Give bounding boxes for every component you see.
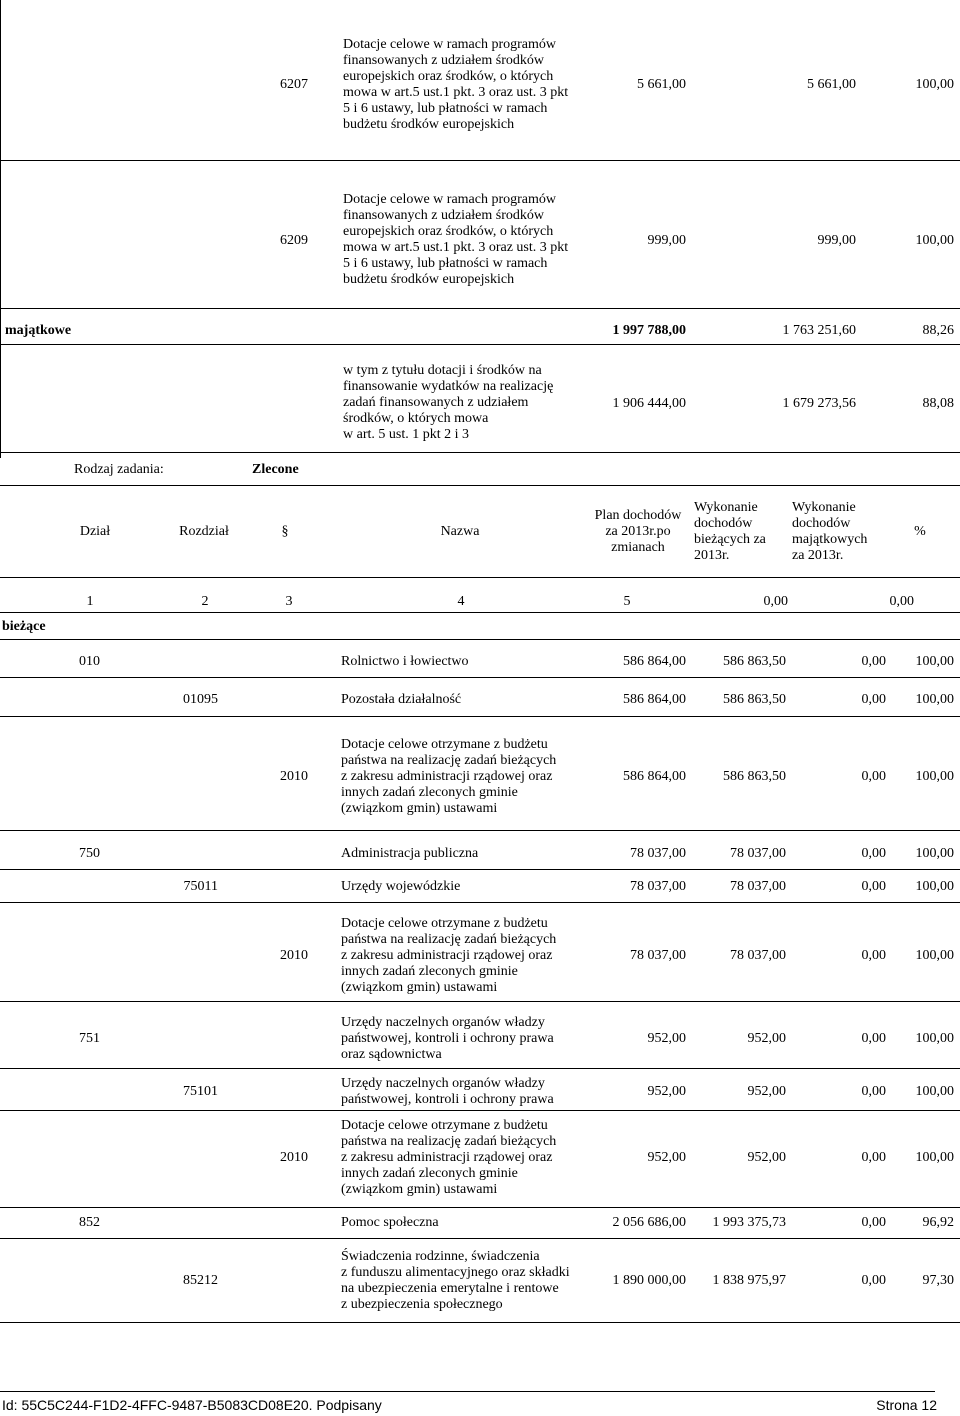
- cur-value: 1 993 375,73: [712, 1215, 786, 1230]
- row-name: Urzędy wojewódzkie: [341, 879, 461, 894]
- dzial-code: 751: [79, 1031, 100, 1046]
- rozdzial-code: 01095: [183, 692, 218, 707]
- plan-value: 78 037,00: [630, 846, 686, 861]
- cur-value: 78 037,00: [730, 846, 786, 861]
- plan-value: 1 997 788,00: [612, 323, 686, 338]
- paragraf-code: 2010: [280, 1150, 308, 1165]
- plan-value: 78 037,00: [630, 879, 686, 894]
- pct-value: 96,92: [922, 1215, 954, 1230]
- cur-value: 586 863,50: [723, 692, 786, 707]
- cap-value: 0,00: [861, 1215, 886, 1230]
- rozdzial-code: 85212: [183, 1273, 218, 1288]
- plan-value: 5 661,00: [637, 77, 686, 92]
- cap-value: 0,00: [861, 692, 886, 707]
- row-name: Dotacje celowe otrzymane z budżetu państwa na realizację zadań bieżących z zakresu administracji rządowej oraz innych zadań zleconych gminie (związkom gmin) ustawami: [341, 737, 557, 816]
- pct-value: 100,00: [915, 1084, 954, 1099]
- row-divider: [0, 1322, 960, 1323]
- header-percent: %: [914, 524, 926, 539]
- row-name: Dotacje celowe otrzymane z budżetu państwa na realizację zadań bieżących z zakresu administracji rządowej oraz innych zadań zleconych gminie (związkom gmin) ustawami: [341, 1118, 557, 1197]
- row-divider: [0, 344, 960, 345]
- exec-value: 1 763 251,60: [782, 323, 856, 338]
- cur-value: 952,00: [747, 1031, 786, 1046]
- cur-value: 78 037,00: [730, 948, 786, 963]
- header-exec-capital: Wykonanie dochodów majątkowych za 2013r.: [792, 500, 868, 563]
- row-divider: [0, 677, 960, 678]
- pct-value: 100,00: [915, 769, 954, 784]
- cur-value: 586 863,50: [723, 769, 786, 784]
- row-name: Świadczenia rodzinne, świadczenia z funduszu alimentacyjnego oraz składki na ubezpieczenia emerytalne i rentowe z ubezpieczenia społecznego: [341, 1249, 570, 1312]
- section-label-biezace: bieżące: [2, 619, 46, 634]
- row-divider: [0, 1001, 960, 1002]
- row-name: Dotacje celowe otrzymane z budżetu państwa na realizację zadań bieżących z zakresu administracji rządowej oraz innych zadań zleconych gminie (związkom gmin) ustawami: [341, 916, 557, 995]
- row-name: Rolnictwo i łowiectwo: [341, 654, 469, 669]
- header-exec-current: Wykonanie dochodów bieżących za 2013r.: [694, 500, 766, 563]
- pct-value: 100,00: [915, 1150, 954, 1165]
- pct-value: 100,00: [915, 233, 954, 248]
- row-divider: [0, 1110, 960, 1111]
- cap-value: 0,00: [861, 1031, 886, 1046]
- header-bottom-line: [0, 577, 960, 578]
- column-index: 1: [86, 594, 94, 609]
- pct-value: 97,30: [922, 1273, 954, 1288]
- cap-value: 0,00: [861, 769, 886, 784]
- row-divider: [0, 160, 960, 161]
- dzial-code: 852: [79, 1215, 100, 1230]
- paragraf-code: 6207: [280, 77, 308, 92]
- section-label-majatkowe: majątkowe: [5, 323, 72, 338]
- column-index: 0,00: [889, 594, 914, 609]
- plan-value: 1 890 000,00: [612, 1273, 686, 1288]
- cap-value: 0,00: [861, 1273, 886, 1288]
- plan-value: 586 864,00: [623, 769, 686, 784]
- row-name: Administracja publiczna: [341, 846, 479, 861]
- row-divider: [0, 830, 960, 831]
- dzial-code: 010: [79, 654, 100, 669]
- cap-value: 0,00: [861, 948, 886, 963]
- cap-value: 0,00: [861, 846, 886, 861]
- page-number: Strona 12: [876, 1397, 937, 1413]
- row-description: Dotacje celowe w ramach programów finansowanych z udziałem środków europejskich oraz środków, o których mowa w art.5 ust.1 pkt. 3 oraz ust. 3 pkt 5 i 6 ustawy, lub płatności w ramach budżetu środków europejskich: [343, 192, 569, 287]
- dzial-code: 750: [79, 846, 100, 861]
- row-name: Urzędy naczelnych organów władzy państwowej, kontroli i ochrony prawa: [341, 1076, 554, 1107]
- plan-value: 1 906 444,00: [612, 396, 686, 411]
- plan-value: 78 037,00: [630, 948, 686, 963]
- paragraf-code: 2010: [280, 948, 308, 963]
- row-name: Urzędy naczelnych organów władzy państwowej, kontroli i ochrony prawa oraz sądownictwa: [341, 1015, 554, 1062]
- row-divider: [0, 902, 960, 903]
- pct-value: 100,00: [915, 654, 954, 669]
- footer-line: [0, 1391, 935, 1392]
- exec-value: 999,00: [817, 233, 856, 248]
- cap-value: 0,00: [861, 1150, 886, 1165]
- pct-value: 100,00: [915, 77, 954, 92]
- header-plan: Plan dochodów za 2013r.po zmianach: [594, 508, 682, 555]
- cur-value: 586 863,50: [723, 654, 786, 669]
- rozdzial-code: 75101: [183, 1084, 218, 1099]
- plan-value: 952,00: [647, 1031, 686, 1046]
- row-divider: [0, 869, 960, 870]
- exec-value: 1 679 273,56: [782, 396, 856, 411]
- cap-value: 0,00: [861, 1084, 886, 1099]
- plan-value: 952,00: [647, 1084, 686, 1099]
- plan-value: 999,00: [647, 233, 686, 248]
- row-divider: [0, 612, 960, 613]
- pct-value: 88,26: [922, 323, 954, 338]
- task-type-label: Rodzaj zadania:: [74, 462, 164, 477]
- plan-value: 586 864,00: [623, 654, 686, 669]
- header-dzial: Dział: [79, 524, 111, 539]
- row-divider: [0, 1238, 960, 1239]
- pct-value: 100,00: [915, 1031, 954, 1046]
- pct-value: 100,00: [915, 879, 954, 894]
- row-name: Pozostała działalność: [341, 692, 462, 707]
- row-divider: [0, 308, 960, 309]
- pct-value: 100,00: [915, 692, 954, 707]
- cur-value: 952,00: [747, 1150, 786, 1165]
- plan-value: 952,00: [647, 1150, 686, 1165]
- cur-value: 1 838 975,97: [712, 1273, 786, 1288]
- row-divider: [0, 716, 960, 717]
- cur-value: 952,00: [747, 1084, 786, 1099]
- column-index: 2: [201, 594, 209, 609]
- column-index: 5: [623, 594, 631, 609]
- column-index: 4: [457, 594, 465, 609]
- rozdzial-code: 75011: [183, 879, 218, 894]
- cap-value: 0,00: [861, 654, 886, 669]
- row-divider: [0, 1068, 960, 1069]
- plan-value: 2 056 686,00: [612, 1215, 686, 1230]
- header-paragraf: §: [281, 524, 289, 539]
- plan-value: 586 864,00: [623, 692, 686, 707]
- document-id: Id: 55C5C244-F1D2-4FFC-9487-B5083CD08E20. Podpisany: [2, 1397, 382, 1413]
- row-divider: [0, 1207, 960, 1208]
- exec-value: 5 661,00: [807, 77, 856, 92]
- column-index: 0,00: [763, 594, 788, 609]
- pct-value: 100,00: [915, 948, 954, 963]
- row-description: Dotacje celowe w ramach programów finansowanych z udziałem środków europejskich oraz środków, o których mowa w art.5 ust.1 pkt. 3 oraz ust. 3 pkt 5 i 6 ustawy, lub płatności w ramach budżetu środków europejskich: [343, 37, 569, 132]
- row-name: Pomoc społeczna: [341, 1215, 439, 1230]
- cur-value: 78 037,00: [730, 879, 786, 894]
- footer: [2, 1397, 937, 1413]
- cap-value: 0,00: [861, 879, 886, 894]
- paragraf-code: 6209: [280, 233, 308, 248]
- pct-value: 88,08: [922, 396, 954, 411]
- column-index: 3: [285, 594, 293, 609]
- header-nazwa: Nazwa: [440, 524, 480, 539]
- header-rozdzial: Rozdział: [179, 524, 229, 539]
- paragraf-code: 2010: [280, 769, 308, 784]
- row-divider: [0, 639, 960, 640]
- pct-value: 100,00: [915, 846, 954, 861]
- row-description: w tym z tytułu dotacji i środków na finansowanie wydatków na realizację zadań finansowanych z udziałem środków, o których mowa w art. 5 ust. 1 pkt 2 i 3: [343, 363, 554, 442]
- task-type-value: Zlecone: [252, 462, 299, 477]
- row-divider: [0, 485, 960, 486]
- table-left-border: [0, 0, 1, 458]
- row-divider: [0, 452, 960, 453]
